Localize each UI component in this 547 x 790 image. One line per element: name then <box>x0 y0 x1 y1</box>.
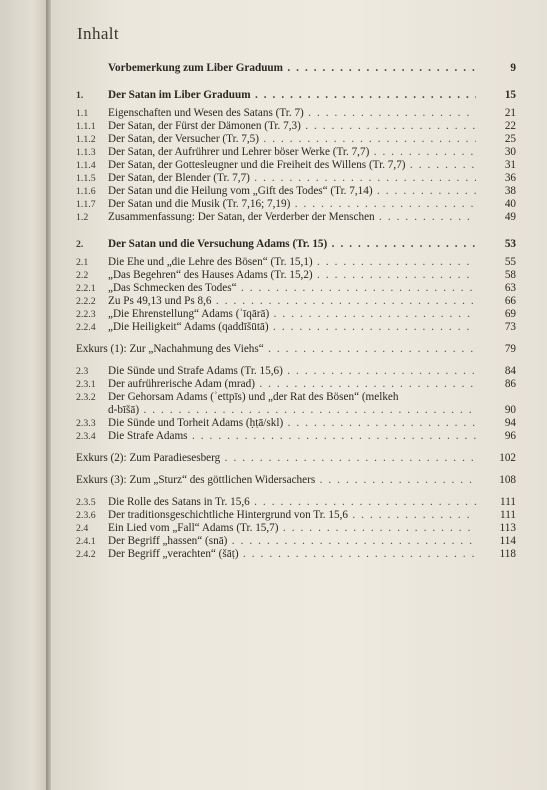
toc-entry-title: Die Sünde und Torheit Adams (ḥṭā/skl) . . . <box>108 417 476 430</box>
toc-entry-page: 22 <box>504 120 516 132</box>
toc-entry <box>76 308 516 321</box>
toc-entry-number: 2.2.2 <box>76 296 96 307</box>
toc-entry-number: 1. <box>76 90 84 101</box>
toc-entry-page: 73 <box>504 321 516 333</box>
toc-entry-title: Der Satan und die Versuchung Adams (Tr. 15) . . . <box>108 238 476 251</box>
toc-entry-title: Exkurs (1): Zur „Nachahmung des Viehs“ . . . <box>76 343 476 356</box>
toc-entry-title: Der Satan im Liber Graduum . . . <box>108 89 476 102</box>
toc-entry <box>76 509 516 522</box>
toc-entry-number: 1.1.3 <box>76 147 96 158</box>
toc-entry <box>76 89 516 102</box>
toc-entry-number: 1.1.1 <box>76 121 96 132</box>
toc-entry-page: 102 <box>499 452 516 464</box>
toc-entry-page: 25 <box>504 133 516 145</box>
toc-entry-page: 111 <box>500 496 516 508</box>
toc-entry-number: 2.3.5 <box>76 497 96 508</box>
toc-entry <box>76 185 516 198</box>
toc-entry <box>76 391 516 404</box>
toc-entry-page: 90 <box>504 404 516 416</box>
toc-entry-page: 31 <box>504 159 516 171</box>
toc-entry <box>76 452 516 465</box>
toc-entry-number: 2.3.3 <box>76 418 96 429</box>
toc-entry-title: Der aufrührerische Adam (mrad) . . . <box>108 378 476 391</box>
toc-entry-page: 108 <box>499 474 516 486</box>
toc-entry-page: 86 <box>504 378 516 390</box>
toc-entry <box>76 321 516 334</box>
toc-entry-number: 2.3 <box>76 366 89 377</box>
toc-entry <box>76 269 516 282</box>
toc-entry <box>76 378 516 391</box>
toc-entry-number: 1.1.6 <box>76 186 96 197</box>
toc-entry <box>76 522 516 535</box>
toc-entry-number: 1.1.7 <box>76 199 96 210</box>
toc-entry-title: d-bīšā) . . . <box>108 404 476 417</box>
toc-entry <box>76 404 516 417</box>
toc-entry-number: 1.1 <box>76 108 89 119</box>
toc-entry-number: 1.1.4 <box>76 160 96 171</box>
page-title: Inhalt <box>77 24 120 43</box>
toc-entry <box>76 146 516 159</box>
toc-entry-number: 2.2 <box>76 270 89 281</box>
toc-entry-title: Die Sünde und Strafe Adams (Tr. 15,6) . . . <box>108 365 476 378</box>
toc-entry <box>76 417 516 430</box>
toc-entry-number: 2. <box>76 239 84 250</box>
toc-entry-title: Der Satan, der Versucher (Tr. 7,5) . . . <box>108 133 476 146</box>
toc-entry-number: 2.3.6 <box>76 510 96 521</box>
toc-entry-title: Die Ehe und „die Lehre des Bösen“ (Tr. 15,1) . . . <box>108 256 476 269</box>
toc-entry-title: Exkurs (3): Zum „Sturz“ des göttlichen Widersachers . . . <box>76 474 476 487</box>
toc-entry-page: 55 <box>504 256 516 268</box>
toc-entry <box>76 172 516 185</box>
toc-entry-page: 113 <box>499 522 516 534</box>
toc-entry-page: 21 <box>504 107 516 119</box>
toc-entry-title: Die Rolle des Satans in Tr. 15,6 . . . <box>108 496 476 509</box>
toc-entry-page: 94 <box>504 417 516 429</box>
toc-entry <box>76 365 516 378</box>
toc-entry-page: 84 <box>504 365 516 377</box>
toc-entry-page: 58 <box>504 269 516 281</box>
toc-entry <box>76 120 516 133</box>
toc-entry-page: 79 <box>504 343 516 355</box>
toc-entry-number: 1.1.2 <box>76 134 96 145</box>
toc-entry-number: 2.1 <box>76 257 89 268</box>
toc-entry-title: Der Satan, der Aufrührer und Lehrer böser Werke (Tr. 7,7) . . . <box>108 146 476 159</box>
toc-entry-title: Der Satan, der Fürst der Dämonen (Tr. 7,3) . . . <box>108 120 476 133</box>
toc-entry-title: Eigenschaften und Wesen des Satans (Tr. 7) . . . <box>108 107 476 120</box>
toc-entry-page: 111 <box>500 509 516 521</box>
toc-entry-number: 2.2.4 <box>76 322 96 333</box>
toc-entry-page: 63 <box>504 282 516 294</box>
toc-entry-page: 38 <box>504 185 516 197</box>
toc-entry <box>76 238 516 251</box>
toc-entry-number: 2.4.1 <box>76 536 96 547</box>
toc-entry-title: „Das Schmecken des Todes“ . . . <box>108 282 476 295</box>
toc-entry-page: 114 <box>499 535 516 547</box>
toc-entry-page: 53 <box>504 238 516 250</box>
toc-entry-number: 2.3.1 <box>76 379 96 390</box>
toc-entry-number: 2.3.2 <box>76 392 96 403</box>
toc-entry <box>76 62 516 75</box>
toc-entry <box>76 535 516 548</box>
toc-entry-page: 69 <box>504 308 516 320</box>
toc-entry-page: 9 <box>510 62 516 74</box>
toc-entry <box>76 107 516 120</box>
toc-entry-number: 2.4 <box>76 523 89 534</box>
toc-entry <box>76 282 516 295</box>
toc-entry <box>76 343 516 356</box>
toc-entry-title: Der Satan, der Blender (Tr. 7,7) . . . <box>108 172 476 185</box>
toc-entry-title: Der Gehorsam Adams (ʾettpīs) und „der Rat des Bösen“ (melkeh <box>108 391 399 403</box>
toc-entry <box>76 256 516 269</box>
facing-page-edge <box>0 0 46 790</box>
toc-entry <box>76 159 516 172</box>
toc-entry-title: Die Strafe Adams . . . <box>108 430 476 443</box>
toc-entry-page: 66 <box>504 295 516 307</box>
toc-entry <box>76 198 516 211</box>
toc-entry <box>76 211 516 224</box>
toc-entry-number: 1.2 <box>76 212 89 223</box>
toc-entry-page: 36 <box>504 172 516 184</box>
toc-entry-page: 118 <box>499 548 516 560</box>
toc-entry-title: „Die Ehrenstellung“ Adams (ʾīqārā) . . . <box>108 308 476 321</box>
toc-entry-page: 30 <box>504 146 516 158</box>
toc-entry-page: 15 <box>504 89 516 101</box>
toc-entry-title: Der Begriff „hassen“ (snā) . . . <box>108 535 476 548</box>
toc-entry-title: Zu Ps 49,13 und Ps 8,6 . . . <box>108 295 476 308</box>
toc-entry-number: 2.3.4 <box>76 431 96 442</box>
toc-entry <box>76 430 516 443</box>
toc-entry-title: „Die Heiligkeit“ Adams (qaddīšūtā) . . . <box>108 321 476 334</box>
toc-entry-number: 2.4.2 <box>76 549 96 560</box>
toc-entry-number: 2.2.3 <box>76 309 96 320</box>
toc-entry <box>76 133 516 146</box>
toc-entry-number: 2.2.1 <box>76 283 96 294</box>
toc-entry-title: Der Begriff „verachten“ (šāṭ) . . . <box>108 548 476 561</box>
table-of-contents <box>76 62 516 561</box>
toc-entry <box>76 496 516 509</box>
toc-entry-page: 49 <box>504 211 516 223</box>
toc-entry-title: Der traditionsgeschichtliche Hintergrund von Tr. 15,6 . . . <box>108 509 476 522</box>
toc-entry-title: Zusammenfassung: Der Satan, der Verderber der Menschen . . . <box>108 211 476 224</box>
toc-entry <box>76 295 516 308</box>
toc-entry-page: 96 <box>504 430 516 442</box>
toc-entry-title: „Das Begehren“ des Hauses Adams (Tr. 15,2) . . . <box>108 269 476 282</box>
toc-entry-title: Vorbemerkung zum Liber Graduum . . . <box>108 62 476 75</box>
toc-entry-page: 40 <box>504 198 516 210</box>
toc-entry <box>76 474 516 487</box>
toc-entry-title: Exkurs (2): Zum Paradiesesberg . . . <box>76 452 476 465</box>
toc-entry <box>76 548 516 561</box>
toc-entry-title: Ein Lied vom „Fall“ Adams (Tr. 15,7) . . . <box>108 522 476 535</box>
toc-entry-title: Der Satan und die Heilung vom „Gift des Todes“ (Tr. 7,14) . . . <box>108 185 476 198</box>
toc-entry-title: Der Satan und die Musik (Tr. 7,16; 7,19) . . . <box>108 198 476 211</box>
toc-entry-title: Der Satan, der Gottesleugner und die Freiheit des Willens (Tr. 7,7) . . . <box>108 159 476 172</box>
toc-entry-number: 1.1.5 <box>76 173 96 184</box>
